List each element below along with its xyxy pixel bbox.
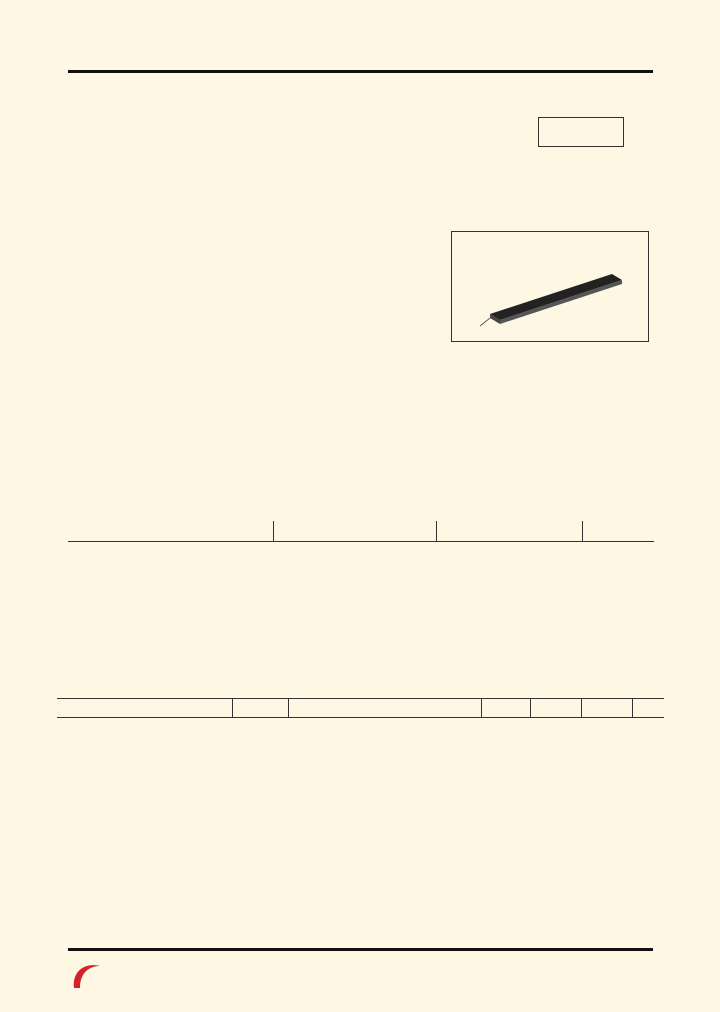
- col-header-unit: [633, 699, 665, 718]
- col-header-typ: [531, 699, 582, 718]
- col-header-parameter: [68, 521, 274, 542]
- col-header-min: [482, 699, 531, 718]
- col-header-symbol: [274, 521, 437, 542]
- header-rule: [68, 70, 653, 73]
- col-header-symbol: [233, 699, 289, 718]
- col-header-specification: [437, 521, 583, 542]
- abs-max-header-row: [68, 521, 654, 542]
- col-header-test-conditions: [289, 699, 482, 718]
- col-header-max: [582, 699, 633, 718]
- logo-swoosh-icon: [70, 958, 104, 992]
- abs-max-table: [68, 521, 654, 542]
- footer-rule: [68, 948, 653, 951]
- package-figure: [451, 231, 649, 342]
- dc-table: [57, 698, 664, 718]
- part-number: [538, 117, 624, 147]
- dc-header-row: [57, 699, 664, 718]
- dip-chip-illustration: [452, 232, 650, 343]
- col-header-characteristic: [57, 699, 233, 718]
- col-header-unit: [583, 521, 655, 542]
